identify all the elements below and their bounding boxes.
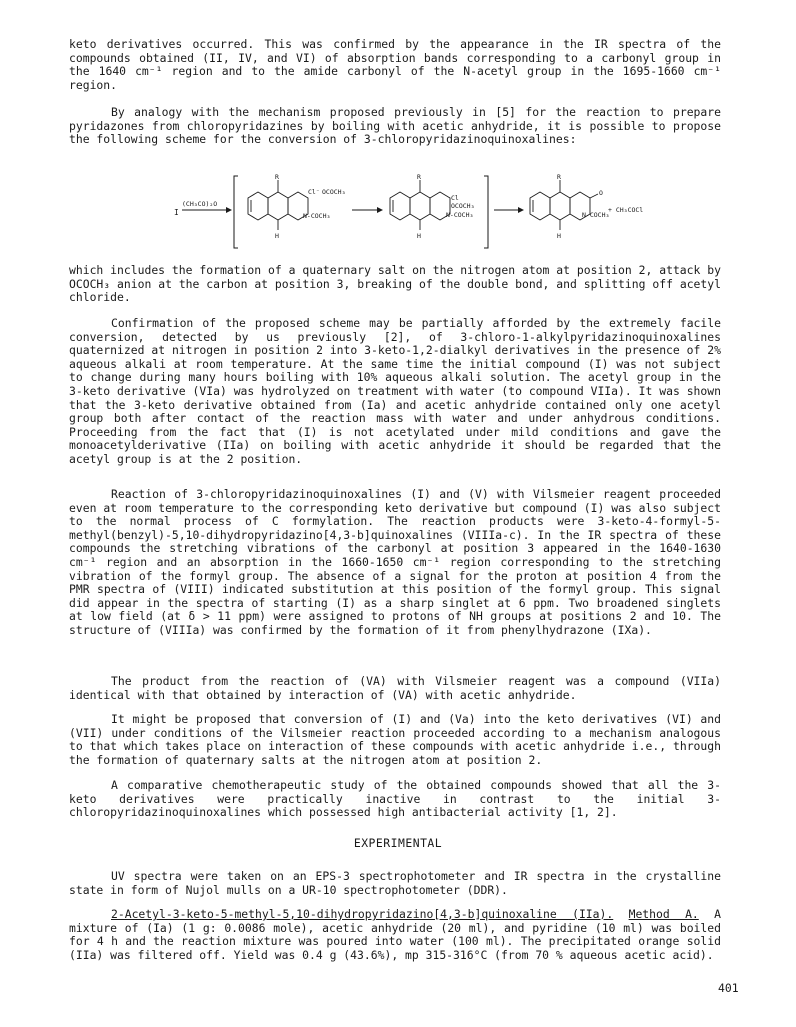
paragraph-instruments: UV spectra were taken on an EPS-3 spectrophotometer and IR spectra in the crystalline state in form of Nujol mulls on a UR-10 spectrophotometer (DDR).	[69, 869, 721, 897]
scheme-acetate-ion: OCOCH₃	[322, 188, 346, 196]
method-label: Method A.	[628, 907, 699, 921]
paragraph-va-product: The product from the reaction of (VA) with Vilsmeier reagent was a compound (VIIa) identical with that obtained by interaction of (VA) with acetic anhydride.	[69, 674, 721, 702]
scheme-byproduct: + CH₃COCl	[608, 206, 644, 214]
bracket-open	[234, 176, 238, 248]
page-number: 401	[718, 981, 739, 995]
reaction-scheme	[172, 170, 652, 250]
paragraph-mechanism-intro: By analogy with the mechanism proposed previously in [5] for the reaction to prepare pyridazones from chloropyridazines by boiling with acetic anhydride, it is possible to propose the following scheme for the conversion of 3-chloropyridazinoquinoxalines:	[69, 105, 721, 147]
section-heading-experimental: EXPERIMENTAL	[353, 836, 443, 850]
intermediate-1	[248, 180, 308, 230]
scheme-cl-atom: Cl	[451, 194, 459, 202]
scheme-n-acetyl-2: N-COCH₃	[446, 211, 474, 219]
paragraph-chemotherapeutic: A comparative chemotherapeutic study of the obtained compounds showed that all the 3-keto derivatives were practically inactive in contrast to the initial 3-chloropyridazinoquinoxalines which possessed high antibacterial activity [1, 2].	[69, 778, 721, 820]
scheme-h-3: H	[557, 232, 561, 240]
bracket-close	[484, 176, 488, 248]
compound-title: 2-Acetyl-3-keto-5-methyl-5,10-dihydropyridazino[4,3-b]quinoxaline (IIa).	[111, 907, 614, 921]
scheme-n-acetyl-3: N-COCH₃	[582, 211, 610, 219]
scheme-r-3: R	[557, 173, 561, 181]
scheme-chloride-ion: Cl⁻	[308, 188, 320, 196]
arrow-head-1	[226, 207, 232, 213]
paragraph-ir-keto: keto derivatives occurred. This was confirmed by the appearance in the IR spectra of the compounds obtained (II, IV, and VI) of absorption bands corresponding to a carbonyl group in the 1640 cm⁻¹ region and to the amide carbonyl of the N-acetyl group in the 1695-1660 cm⁻¹ region.	[69, 37, 721, 92]
scheme-h-2: H	[417, 232, 421, 240]
paragraph-vilsmeier: Reaction of 3-chloropyridazinoquinoxalines (I) and (V) with Vilsmeier reagent proceeded even at room temperature to the corresponding keto derivative but compound (I) was also subject to the normal process of C formylation. The reaction products were 3-keto-4-formyl-5-methyl(benzyl)-5,10-dihydropyridazino[4,3-b]quinoxalines (VIIIa-c). In the IR spectra of these compounds the stretching vibrations of the carbonyl at position 3 appeared in the 1640-1630 cm⁻¹ region and an absorption in the 1660-1650 cm⁻¹ region corresponding to the stretching vibration of the formyl group. The absence of a signal for the proton at position 4 from the PMR spectra of (VIII) indicated substitution at this position of the formyl group. This signal did appear in the spectra of starting (I) as a sharp singlet at 6 ppm. Two broadened singlets at low field (at δ > 11 ppm) were assigned to protons of NH groups at positions 2 and 10. The structure of (VIIIa) was confirmed by the formation of it from phenylhydrazone (IXa).	[69, 487, 721, 637]
method-text: A mixture of (Ia) (1 g: 0.0086 mole), acetic anhydride (20 ml), and pyridine (10 ml) was boiled for 4 h and the reaction mixture was poured into water (100 ml). The precipitated orange solid (IIa) was filtered off. Yield was 0.4 g (43.6%), mp 315-316°C (from 70 % aqueous acetic acid).	[69, 907, 721, 962]
scheme-start-label: I	[174, 208, 179, 217]
intermediate-2	[390, 180, 450, 230]
scheme-r-2: R	[417, 173, 421, 181]
arrow-head-2	[377, 207, 383, 213]
scheme-h-1: H	[275, 232, 279, 240]
paragraph-method-a	[69, 908, 721, 962]
scheme-n-acetyl-1: N-COCH₃	[303, 212, 331, 220]
arrow-head-3	[518, 207, 524, 213]
paragraph-confirmation: Confirmation of the proposed scheme may be partially afforded by the extremely facile conversion, detected by us previously [2], of 3-chloro-1-alkylpyridazinoquinoxalines quaternized at nitrogen in position 2 into 3-keto-1,2-dialkyl derivatives in the presence of 2% aqueous alkali at room temperature. At the same time the initial compound (I) was not subject to change during many hours boiling with 10% aqueous alkali solution. The acetyl group in the 3-keto derivative (VIa) was hydrolyzed on treatment with water (to compound VIIa). It was shown that the 3-keto derivative obtained from (Ia) and acetic anhydride contained only one acetyl group both after contact of the reaction mass with water and under anhydrous conditions. Proceeding from the fact that (I) is not acetylated under mild conditions and gave the monoacetylderivative (IIa) on boiling with acetic anhydride it should be regarded that the acetyl group is at the 2 position.	[69, 316, 721, 466]
paragraph-scheme-explanation: which includes the formation of a quaternary salt on the nitrogen atom at position 2, attack by OCOCH₃ anion at the carbon at position 3, breaking of the double bond, and splitting off acetyl chloride.	[69, 263, 721, 305]
scheme-oxo: O	[599, 189, 603, 197]
scheme-acetoxy: OCOCH₃	[451, 202, 475, 210]
scheme-r-1: R	[275, 173, 279, 181]
product-structure	[530, 180, 598, 230]
paragraph-mechanism-proposal: It might be proposed that conversion of (I) and (Va) into the keto derivatives (VI) and (VII) under conditions of the Vilsmeier reaction proceeded according to a mechanism analogous to that which takes place on interaction of these compounds with acetic anhydride i.e., through the formation of quaternary salts at the nitrogen atom at position 2.	[69, 712, 721, 767]
scheme-reagent: (CH₃CO)₂O	[182, 200, 218, 208]
